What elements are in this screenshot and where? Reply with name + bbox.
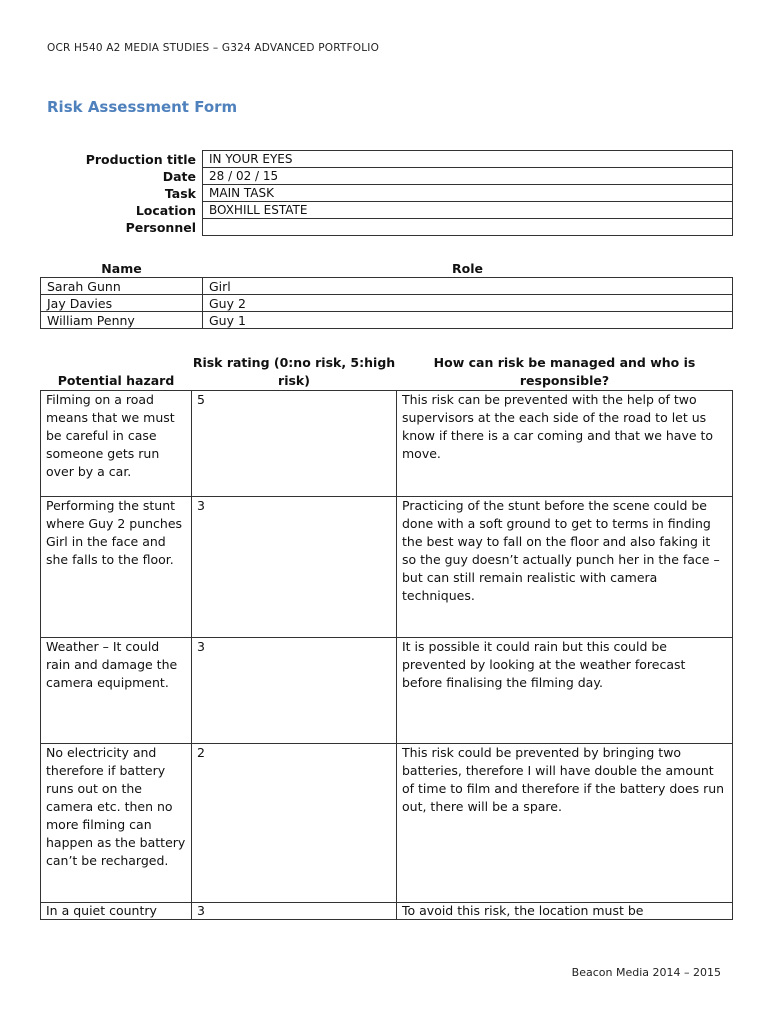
table-row <box>41 638 733 744</box>
personnel-header-row <box>41 260 733 278</box>
task-label: Task <box>164 185 196 201</box>
form-title: Risk Assessment Form <box>47 98 238 116</box>
production-title-value: IN YOUR EYES <box>203 151 733 168</box>
table-row <box>41 744 733 903</box>
table-row <box>41 312 733 329</box>
rating-cell: 3 <box>192 638 397 744</box>
manage-cell: It is possible it could rain but this could be prevented by looking at the weather forecast before finalising the filming day. <box>397 638 733 744</box>
hazards-header-row <box>41 354 733 391</box>
hazard-column-header: Potential hazard <box>57 373 175 388</box>
rating-cell: 3 <box>192 497 397 638</box>
rating-cell: 3 <box>192 903 397 920</box>
date-label: Date <box>162 168 196 184</box>
table-row <box>41 278 733 295</box>
hazard-cell: In a quiet country <box>41 903 192 920</box>
location-value: BOXHILL ESTATE <box>203 202 733 219</box>
location-row <box>40 202 733 219</box>
date-row <box>40 168 733 185</box>
role-column-header: Role <box>452 261 483 276</box>
production-info-table <box>40 150 733 236</box>
rating-column-header: Risk rating (0:no risk, 5:high risk) <box>192 355 396 388</box>
name-column-header: Name <box>101 261 142 276</box>
rating-cell: 2 <box>192 744 397 903</box>
person-name: Jay Davies <box>41 295 203 312</box>
manage-cell: To avoid this risk, the location must be <box>397 903 733 920</box>
manage-cell: Practicing of the stunt before the scene could be done with a soft ground to get to terms in finding the best way to fall on the floor and also faking it so the guy doesn’t actually punch her in the face – but can still remain realistic with camera techniques. <box>397 497 733 638</box>
production-title-row <box>40 151 733 168</box>
hazard-cell: No electricity and therefore if battery runs out on the camera etc. then no more filming can happen as the battery can’t be recharged. <box>41 744 192 903</box>
personnel-table <box>40 260 733 329</box>
table-row <box>41 903 733 920</box>
manage-cell: This risk could be prevented by bringing two batteries, therefore I will have double the amount of time to film and therefore if the battery does run out, there will be a spare. <box>397 744 733 903</box>
table-row <box>41 497 733 638</box>
personnel-label: Personnel <box>125 219 196 235</box>
hazard-cell: Weather – It could rain and damage the camera equipment. <box>41 638 192 744</box>
task-row <box>40 185 733 202</box>
hazard-cell: Filming on a road means that we must be careful in case someone gets run over by a car. <box>41 391 192 497</box>
date-value: 28 / 02 / 15 <box>203 168 733 185</box>
hazard-cell: Performing the stunt where Guy 2 punches Girl in the face and she falls to the floor. <box>41 497 192 638</box>
personnel-value <box>203 219 733 236</box>
production-title-label: Production title <box>85 151 196 167</box>
table-row <box>41 391 733 497</box>
hazards-table <box>40 354 733 920</box>
manage-cell: This risk can be prevented with the help of two supervisors at the each side of the road to let us know if there is a car coming and that we have to move. <box>397 391 733 497</box>
task-value: MAIN TASK <box>203 185 733 202</box>
personnel-row <box>40 219 733 236</box>
person-name: William Penny <box>41 312 203 329</box>
manage-column-header: How can risk be managed and who is responsible? <box>433 355 696 388</box>
location-label: Location <box>135 202 196 218</box>
document-footer: Beacon Media 2014 – 2015 <box>571 966 721 979</box>
person-role: Guy 1 <box>203 312 733 329</box>
person-role: Guy 2 <box>203 295 733 312</box>
document-header: OCR H540 A2 MEDIA STUDIES – G324 ADVANCED PORTFOLIO <box>47 42 380 54</box>
person-role: Girl <box>203 278 733 295</box>
table-row <box>41 295 733 312</box>
rating-cell: 5 <box>192 391 397 497</box>
person-name: Sarah Gunn <box>41 278 203 295</box>
